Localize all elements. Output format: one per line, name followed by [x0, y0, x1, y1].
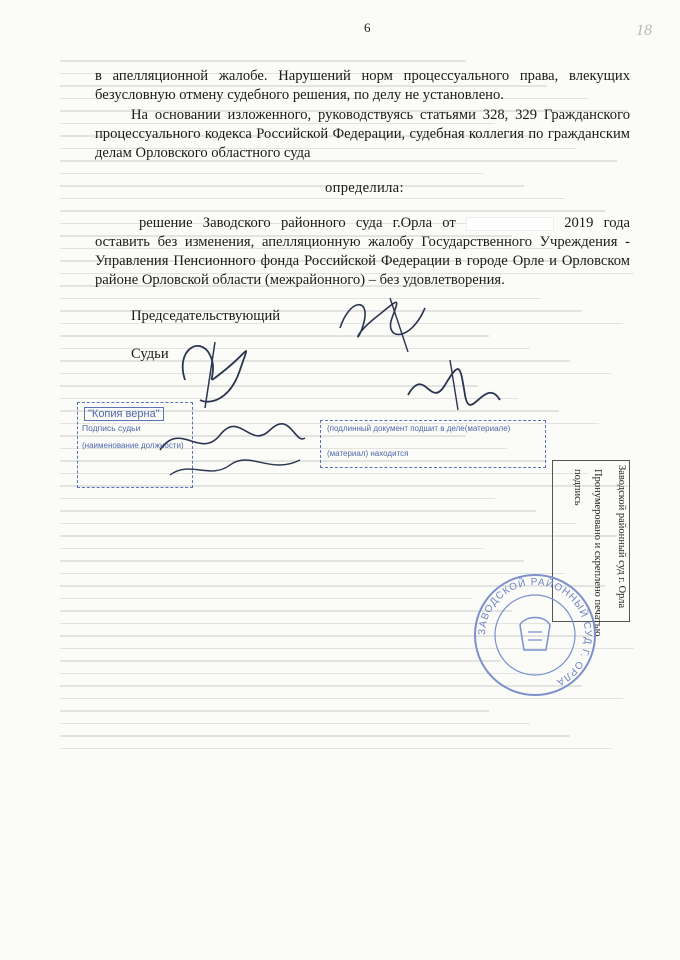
bleed-line	[60, 373, 611, 375]
bleed-line	[60, 660, 501, 662]
bleed-line	[60, 710, 489, 712]
presiding-judge-label: Председательствующий	[131, 308, 281, 324]
paragraph-conclusion: в апелляционной жалобе. Нарушений норм процессуального права, влекущих безусловную отмену судебного решения, по делу не установлено.	[95, 68, 630, 103]
bleed-line	[60, 523, 576, 525]
doc-stamp-line2: (материал) находится	[327, 449, 409, 458]
numbered-stamp-sealed: Пронумеровано и скреплено печатью	[592, 469, 603, 637]
paragraph-ruling	[95, 214, 630, 290]
bleed-line	[60, 60, 466, 62]
decision-heading: определила:	[325, 180, 404, 196]
court-seal	[470, 570, 600, 700]
seal-arc-text: ЗАВОДСКОЙ РАЙОННЫЙ СУД Г. ОРЛА	[476, 576, 594, 688]
judge-signature-1	[170, 330, 260, 410]
paragraph-grounds: На основании изложенного, руководствуясь статьями 328, 329 Гражданского процессуального кодекса Российской Федерации, судебная коллегия по гражданским делам Орловского областного суда	[95, 107, 630, 161]
numbered-stamp-signature: подпись	[572, 469, 583, 506]
bleed-line	[60, 535, 617, 537]
page-number: 6	[364, 20, 371, 35]
bleed-line	[60, 198, 565, 200]
copy-stamp-title: "Копия верна"	[84, 407, 164, 421]
bleed-line	[60, 598, 472, 600]
copy-stamp-sign-label: Подпись судьи	[82, 423, 141, 433]
doc-stamp-line1: (подлинный документ подшит в деле(материале)	[327, 424, 511, 433]
corner-page-mark: 18	[636, 22, 652, 39]
bleed-line	[60, 748, 611, 750]
bleed-line	[60, 610, 512, 612]
copy-stamp-position-label: (наименование должности)	[82, 441, 184, 450]
bleed-line	[60, 173, 483, 175]
bleed-line	[60, 210, 605, 212]
bleed-line	[60, 548, 483, 550]
document-location-stamp	[320, 420, 546, 468]
bleed-line	[60, 185, 524, 187]
judges-label: Судьи	[131, 346, 169, 362]
bleed-line	[60, 723, 530, 725]
ruling-part-b: 2019 года оставить без изменения, апелляционную жалобу Государственного Учреждения - Управления Пенсионного фонда Российской Федерации в городе Орле и Орловском районе Орловской области (межрайонного) – без удовлетворения.	[95, 215, 630, 288]
numbered-stamp-court: Заводской районный суд г. Орла	[616, 465, 627, 609]
bleed-line	[60, 298, 541, 300]
bleed-line	[60, 560, 524, 562]
judge-signature-2	[400, 355, 510, 415]
bleed-line	[60, 498, 495, 500]
clerk-signature	[150, 420, 310, 490]
bleed-line	[60, 735, 570, 737]
ruling-part-a: решение Заводского районного суда г.Орла от	[139, 215, 456, 231]
redacted-date	[466, 217, 554, 231]
presiding-signature	[330, 288, 440, 358]
bleed-line	[60, 510, 536, 512]
